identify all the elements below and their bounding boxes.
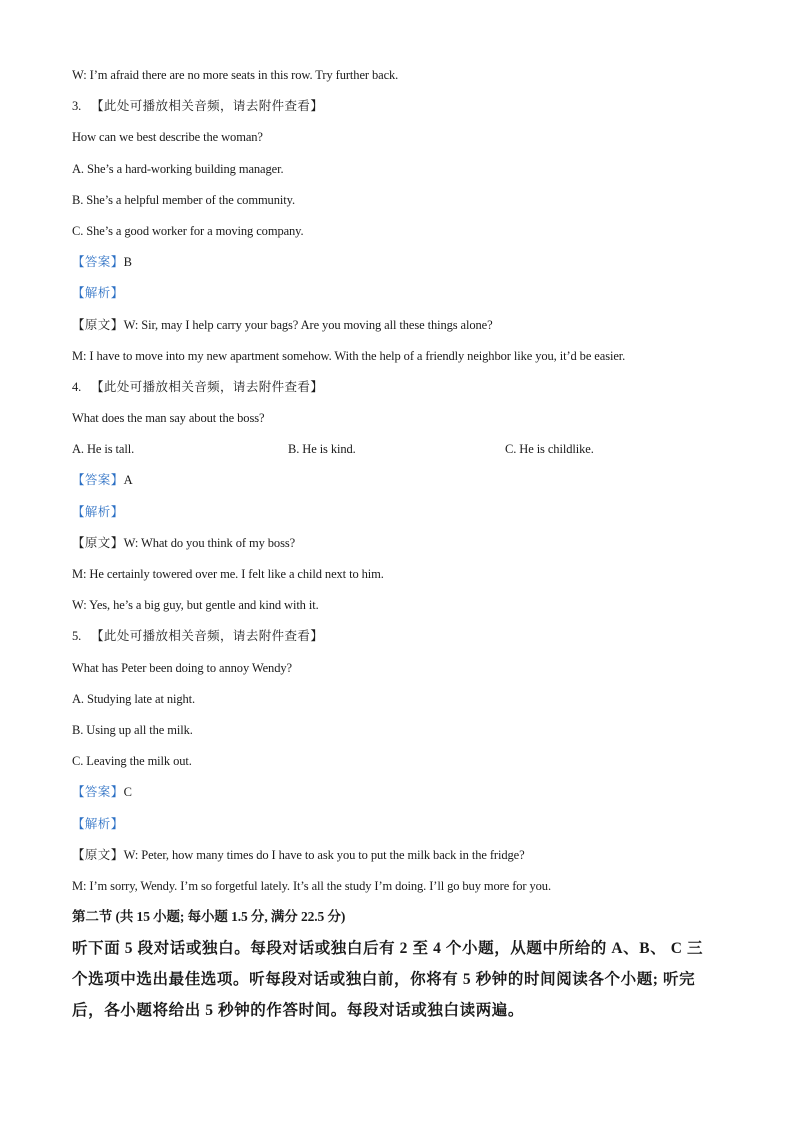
answer-line [72,783,732,801]
analysis-line [72,284,732,302]
question-3-header [72,97,732,115]
question-3-text: How can we best describe the woman? [72,130,263,145]
transcript-tag: 【原文】 [72,847,124,862]
transcript-line: M: I have to move into my new apartment somehow. With the help of a friendly neighbor like you, it’d be easier. [72,348,626,363]
question-4-text: What does the man say about the boss? [72,411,265,426]
question-number: 3. [72,99,82,114]
audio-notice[interactable]: 【此处可播放相关音频，请去附件查看】 [91,629,324,644]
answer-value: C [123,785,132,800]
transcript-line: W: Yes, he’s a big guy, but gentle and kind with it. [72,598,319,613]
option-c: C. Leaving the milk out. [72,754,192,769]
audio-notice[interactable]: 【此处可播放相关音频，请去附件查看】 [91,379,324,394]
option-a: A. Studying late at night. [72,691,196,706]
transcript-tag: 【原文】 [72,317,124,332]
transcript-text: W: Peter, how many times do I have to ask you to put the milk back in the fridge? [123,847,525,862]
option-b: B. She’s a helpful member of the community. [72,192,295,207]
section-2-title: 第二节 (共 15 小题; 每小题 1.5 分, 满分 22.5 分) [72,909,346,925]
answer-tag: 【答案】 [72,473,124,488]
option-c: C. He is childlike. [505,442,594,457]
transcript-line [72,316,732,334]
transcript-line [72,534,732,552]
option-c: C. She’s a good worker for a moving company. [72,223,304,238]
question-4-header [72,378,732,396]
analysis-tag: 【解析】 [72,504,124,519]
document-page [72,66,732,1039]
question-5-text: What has Peter been doing to annoy Wendy? [72,660,292,675]
answer-tag: 【答案】 [72,785,124,800]
section-2-instructions: 听下面 5 段对话或独白。每段对话或独白后有 2 至 4 个小题，从题中所给的 A、B、 C 三个选项中选出最佳选项。听每段对话或独白前，你将有 5 秒钟的时间阅读各个小题; 听完后，各小题将给出 5 秒钟的作答时间。每段对话或独白读两遍。 [72,940,704,1020]
question-number: 5. [72,629,82,644]
answer-line [72,253,732,271]
transcript-line: M: He certainly towered over me. I felt like a child next to him. [72,567,384,581]
question-number: 4. [72,379,82,394]
answer-value: B [123,255,132,270]
answer-value: A [123,473,133,488]
question-5-header [72,627,732,645]
transcript-line: M: I’m sorry, Wendy. I’m so forgetful lately. It’s all the study I’m doing. I’ll go buy more for you. [72,878,551,893]
option-b: B. He is kind. [288,442,356,457]
analysis-tag: 【解析】 [72,286,124,301]
options-row [72,440,732,458]
transcript-text: W: Sir, may I help carry your bags? Are you moving all these things alone? [123,317,493,332]
option-b: B. Using up all the milk. [72,722,193,737]
analysis-line [72,815,732,833]
option-a: A. He is tall. [72,442,135,457]
audio-notice[interactable]: 【此处可播放相关音频，请去附件查看】 [91,99,324,114]
transcript-line [72,846,732,864]
answer-tag: 【答案】 [72,255,124,270]
option-a: A. She’s a hard-working building manager. [72,161,284,176]
analysis-line [72,503,732,521]
dialogue-line: W: I’m afraid there are no more seats in this row. Try further back. [72,68,399,82]
analysis-tag: 【解析】 [72,816,124,831]
answer-line [72,471,732,489]
transcript-tag: 【原文】 [72,535,124,550]
transcript-text: W: What do you think of my boss? [123,535,296,550]
